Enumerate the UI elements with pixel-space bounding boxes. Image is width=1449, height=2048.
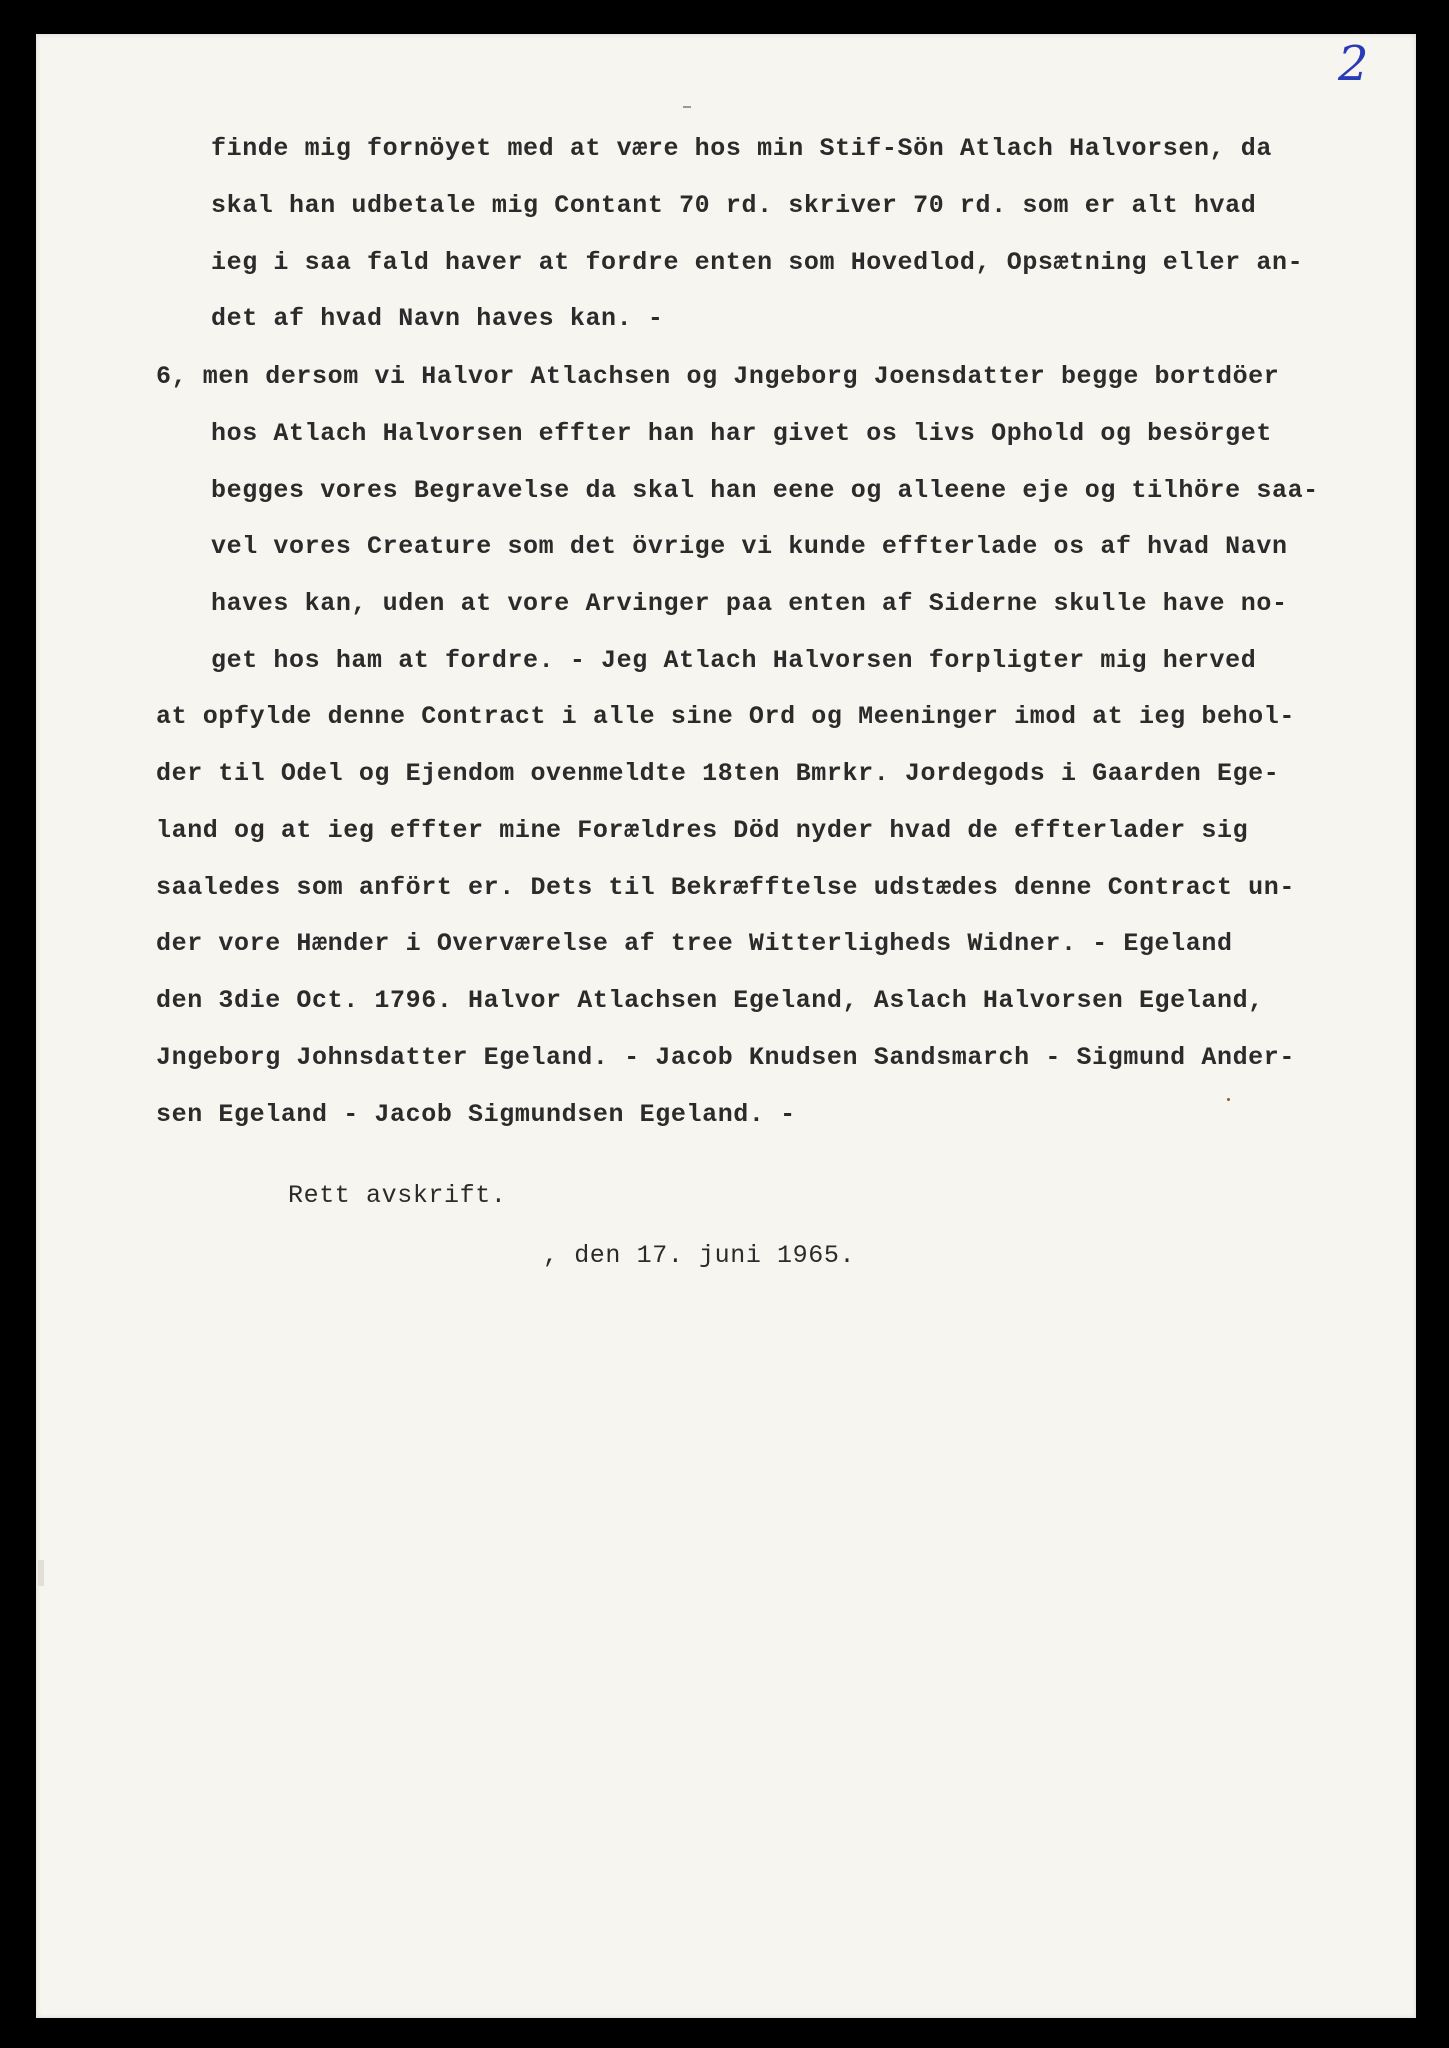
page-number: 2 bbox=[1338, 36, 1369, 92]
ink-mark bbox=[683, 106, 691, 108]
paper-smudge bbox=[38, 1560, 44, 1586]
text-line: den 3die Oct. 1796. Halvor Atlachsen Egeland, Aslach Halvorsen Egeland, bbox=[156, 986, 1264, 1015]
text-line: det af hvad Navn haves kan. - bbox=[211, 304, 664, 333]
text-line: der vore Hænder i Overværelse af tree Witterligheds Widner. - Egeland bbox=[156, 929, 1233, 958]
text-line: der til Odel og Ejendom ovenmeldte 18ten Bmrkr. Jordegods i Gaarden Ege- bbox=[156, 759, 1280, 788]
text-line: skal han udbetale mig Contant 70 rd. skriver 70 rd. som er alt hvad bbox=[211, 191, 1257, 220]
text-line: sen Egeland - Jacob Sigmundsen Egeland. - bbox=[156, 1100, 796, 1129]
text-line: saaledes som anfört er. Dets til Bekræfftelse udstædes denne Contract un- bbox=[156, 873, 1295, 902]
text-line: finde mig fornöyet med at være hos min Stif-Sön Atlach Halvorsen, da bbox=[211, 134, 1272, 163]
text-line: begges vores Begravelse da skal han eene og alleene eje og tilhöre saa- bbox=[211, 476, 1319, 505]
text-line: vel vores Creature som det övrige vi kunde effterlade os af hvad Navn bbox=[211, 532, 1288, 561]
date-line: , den 17. juni 1965. bbox=[543, 1241, 856, 1270]
text-line: get hos ham at fordre. - Jeg Atlach Halvorsen forpligter mig herved bbox=[211, 646, 1257, 675]
ink-dot bbox=[1227, 1098, 1230, 1101]
text-line: haves kan, uden at vore Arvinger paa enten af Siderne skulle have no- bbox=[211, 589, 1288, 618]
text-line: Jngeborg Johnsdatter Egeland. - Jacob Knudsen Sandsmarch - Sigmund Ander- bbox=[156, 1043, 1295, 1072]
text-line: hos Atlach Halvorsen effter han har givet os livs Ophold og besörget bbox=[211, 419, 1272, 448]
certification-line: Rett avskrift. bbox=[288, 1181, 507, 1210]
text-line: ieg i saa fald haver at fordre enten som Hovedlod, Opsætning eller an- bbox=[211, 248, 1304, 277]
text-line: land og at ieg effter mine Forældres Död nyder hvad de effterlader sig bbox=[156, 816, 1249, 845]
text-line: 6, men dersom vi Halvor Atlachsen og Jngeborg Joensdatter begge bortdöer bbox=[156, 362, 1280, 391]
text-line: at opfylde denne Contract i alle sine Ord og Meeninger imod at ieg behol- bbox=[156, 702, 1295, 731]
